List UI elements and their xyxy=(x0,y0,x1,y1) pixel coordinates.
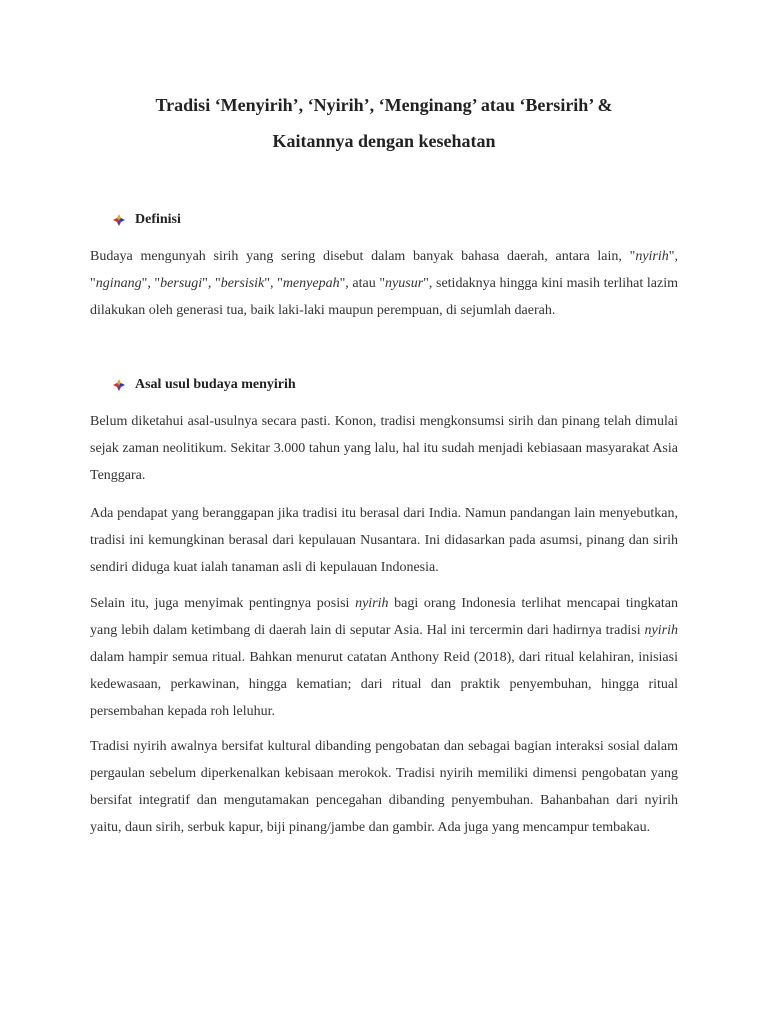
section-heading-asal-usul xyxy=(113,377,296,393)
document-title-line-2: Kaitannya dengan kesehatan xyxy=(272,131,496,151)
paragraph-asal-usul-2: Ada pendapat yang beranggapan jika tradisi itu berasal dari India. Namun pandangan lain menyebutkan, tradisi ini kemungkinan berasal dari kepulauan Nusantara. Ini didasarkan pada asumsi, pinang dan sirih sendiri diduga kuat ialah tanaman asli di kepulauan Indonesia. xyxy=(90,506,678,575)
paragraph-asal-usul-4: Tradisi nyirih awalnya bersifat kultural dibanding pengobatan dan sebagai bagian interaksi sosial dalam pergaulan sebelum diperkenalkan kebisaan merokok. Tradisi nyirih memiliki dimensi pengobatan yang bersifat integratif dan mengutamakan pencegahan dibanding penyembuhan. Bahanbahan dari nyirih yaitu, daun sirih, serbuk kapur, biji pinang/jambe dan gambir. Ada juga yang mencampur tembakau. xyxy=(90,739,678,835)
section-heading-definisi xyxy=(113,212,181,228)
diamond-bullet-icon xyxy=(113,379,125,391)
diamond-bullet-icon xyxy=(113,214,125,226)
paragraph-asal-usul-1: Belum diketahui asal-usulnya secara pasti. Konon, tradisi mengkonsumsi sirih dan pinang telah dimulai sejak zaman neolitikum. Sekitar 3.000 tahun yang lalu, hal itu sudah menjadi kebiasaan masyarakat Asia Tenggara. xyxy=(90,414,678,483)
paragraph-asal-usul-3: Selain itu, juga menyimak pentingnya posisi nyirih bagi orang Indonesia terlihat mencapai tingkatan yang lebih dalam ketimbang di daerah lain di seputar Asia. Hal ini tercermin dari hadirnya tradisi nyirih dalam hampir semua ritual. Bahkan menurut catatan Anthony Reid (2018), dari ritual kelahiran, inisiasi kedewasaan, perkawinan, hingga kematian; dari ritual dan praktik penyembuhan, hingga ritual persembahan kepada roh leluhur. xyxy=(90,596,678,719)
section-heading-label: Asal usul budaya menyirih xyxy=(135,377,296,392)
document-title-line-1: Tradisi ‘Menyirih’, ‘Nyirih’, ‘Menginang’ atau ‘Bersirih’ & xyxy=(155,95,613,115)
paragraph-definisi: Budaya mengunyah sirih yang sering disebut dalam banyak bahasa daerah, antara lain, "nyirih", "nginang", "bersugi", "bersisik", "menyepah", atau "nyusur", setidaknya hingga kini masih terlihat lazim dilakukan oleh generasi tua, baik laki-laki maupun perempuan, di sejumlah daerah. xyxy=(90,249,678,318)
section-heading-label: Definisi xyxy=(135,212,181,227)
